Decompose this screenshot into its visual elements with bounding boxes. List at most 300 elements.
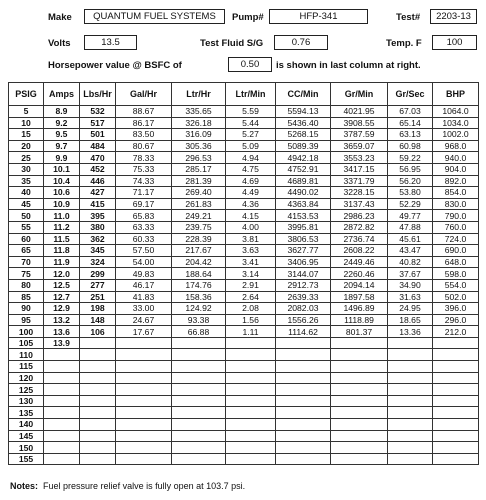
table-cell: 50	[9, 210, 44, 222]
table-cell: 239.75	[172, 221, 226, 233]
table-cell: 95	[9, 314, 44, 326]
table-cell: 261.83	[172, 198, 226, 210]
table-row	[9, 233, 479, 245]
table-cell: 1118.89	[331, 314, 388, 326]
table-cell	[388, 430, 433, 442]
table-cell: 249.21	[172, 210, 226, 222]
table-cell	[116, 407, 172, 419]
hp-suffix: is shown in last column at right.	[276, 60, 421, 71]
table-cell: 1002.0	[433, 129, 479, 141]
table-cell: 5268.15	[276, 129, 331, 141]
table-cell: 12.0	[44, 268, 80, 280]
table-cell: 20	[9, 140, 44, 152]
table-cell: 124.92	[172, 303, 226, 315]
table-cell: 316.09	[172, 129, 226, 141]
table-cell	[331, 361, 388, 373]
table-cell: 3787.59	[331, 129, 388, 141]
table-cell	[276, 453, 331, 465]
table-cell: 415	[80, 198, 116, 210]
table-cell: 532	[80, 106, 116, 118]
table-cell: 5.44	[226, 117, 276, 129]
table-cell: 43.47	[388, 245, 433, 257]
table-cell: 65.14	[388, 117, 433, 129]
flow-data-table	[8, 82, 479, 465]
make-label: Make	[48, 12, 72, 23]
table-row	[9, 152, 479, 164]
table-cell: 93.38	[172, 314, 226, 326]
table-cell: 10	[9, 117, 44, 129]
table-row	[9, 268, 479, 280]
table-cell	[80, 384, 116, 396]
fluid-label: Test Fluid S/G	[200, 38, 264, 49]
table-cell: 66.88	[172, 326, 226, 338]
table-cell	[331, 337, 388, 349]
table-cell: 269.40	[172, 187, 226, 199]
column-header: Ltr/Hr	[172, 83, 226, 106]
table-cell: 145	[9, 430, 44, 442]
table-cell: 63.13	[388, 129, 433, 141]
table-cell	[226, 361, 276, 373]
table-cell: 4.36	[226, 198, 276, 210]
table-cell	[226, 407, 276, 419]
table-cell	[433, 349, 479, 361]
table-cell: 30	[9, 163, 44, 175]
table-cell: 1496.89	[331, 303, 388, 315]
table-cell	[331, 419, 388, 431]
table-cell: 9.9	[44, 152, 80, 164]
table-cell	[172, 361, 226, 373]
table-cell: 305.36	[172, 140, 226, 152]
table-cell: 74.33	[116, 175, 172, 187]
table-cell	[172, 395, 226, 407]
table-cell: 86.17	[116, 117, 172, 129]
fluid-value: 0.76	[274, 35, 328, 50]
table-cell: 135	[9, 407, 44, 419]
table-cell: 10.1	[44, 163, 80, 175]
table-cell: 326.18	[172, 117, 226, 129]
column-header: Amps	[44, 83, 80, 106]
table-cell: 41.83	[116, 291, 172, 303]
table-cell: 1.11	[226, 326, 276, 338]
table-cell: 174.76	[172, 279, 226, 291]
table-cell	[116, 453, 172, 465]
table-cell: 56.20	[388, 175, 433, 187]
table-cell	[433, 384, 479, 396]
notes-text: Fuel pressure relief valve is fully open at 103.7 psi.	[43, 481, 246, 491]
table-cell: 13.6	[44, 326, 80, 338]
table-cell	[44, 349, 80, 361]
table-cell: 70	[9, 256, 44, 268]
table-cell: 790.0	[433, 210, 479, 222]
table-cell: 554.0	[433, 279, 479, 291]
table-row	[9, 361, 479, 373]
table-cell: 1114.62	[276, 326, 331, 338]
table-row	[9, 372, 479, 384]
column-header: Gal/Hr	[116, 83, 172, 106]
table-cell: 484	[80, 140, 116, 152]
table-cell: 75	[9, 268, 44, 280]
table-cell: 17.67	[116, 326, 172, 338]
table-cell: 3144.07	[276, 268, 331, 280]
table-cell: 4689.81	[276, 175, 331, 187]
table-cell: 45	[9, 198, 44, 210]
table-cell: 40.82	[388, 256, 433, 268]
table-cell: 217.67	[172, 245, 226, 257]
table-cell	[276, 349, 331, 361]
pump-label: Pump#	[232, 12, 264, 23]
table-cell	[172, 419, 226, 431]
table-cell: 12.7	[44, 291, 80, 303]
table-cell	[276, 384, 331, 396]
table-row	[9, 419, 479, 431]
table-cell: 12.5	[44, 279, 80, 291]
table-cell: 2449.46	[331, 256, 388, 268]
table-cell	[80, 395, 116, 407]
table-cell: 31.63	[388, 291, 433, 303]
table-cell: 3.63	[226, 245, 276, 257]
table-cell	[433, 430, 479, 442]
table-cell: 2639.33	[276, 291, 331, 303]
table-cell	[388, 384, 433, 396]
table-cell	[80, 430, 116, 442]
table-cell	[433, 442, 479, 454]
table-cell	[116, 395, 172, 407]
table-cell: 52.29	[388, 198, 433, 210]
table-cell: 18.65	[388, 314, 433, 326]
table-cell: 140	[9, 419, 44, 431]
table-cell	[433, 372, 479, 384]
table-cell: 4.94	[226, 152, 276, 164]
table-cell: 452	[80, 163, 116, 175]
table-cell: 148	[80, 314, 116, 326]
table-cell	[388, 349, 433, 361]
table-cell: 80.67	[116, 140, 172, 152]
table-cell	[276, 430, 331, 442]
column-header: PSIG	[9, 83, 44, 106]
table-cell	[433, 419, 479, 431]
table-row	[9, 303, 479, 315]
table-row	[9, 256, 479, 268]
table-cell	[388, 337, 433, 349]
table-cell: 4.49	[226, 187, 276, 199]
table-cell: 517	[80, 117, 116, 129]
table-row	[9, 129, 479, 141]
table-cell	[172, 453, 226, 465]
table-row	[9, 442, 479, 454]
table-row	[9, 117, 479, 129]
table-cell: 5436.40	[276, 117, 331, 129]
table-cell: 362	[80, 233, 116, 245]
table-row	[9, 187, 479, 199]
table-cell: 2.08	[226, 303, 276, 315]
table-cell	[388, 407, 433, 419]
table-cell	[44, 453, 80, 465]
table-cell	[226, 384, 276, 396]
table-cell: 67.03	[388, 106, 433, 118]
table-cell: 63.33	[116, 221, 172, 233]
table-cell: 13.2	[44, 314, 80, 326]
table-cell: 11.2	[44, 221, 80, 233]
temp-value: 100	[432, 35, 477, 50]
table-cell: 324	[80, 256, 116, 268]
table-row	[9, 395, 479, 407]
table-row	[9, 279, 479, 291]
notes	[10, 481, 245, 491]
table-cell: 3627.77	[276, 245, 331, 257]
bsfc-value: 0.50	[228, 57, 272, 72]
table-row	[9, 163, 479, 175]
table-row	[9, 337, 479, 349]
table-cell: 2608.22	[331, 245, 388, 257]
column-header: Gr/Sec	[388, 83, 433, 106]
table-cell: 940.0	[433, 152, 479, 164]
table-cell	[116, 361, 172, 373]
table-cell: 198	[80, 303, 116, 315]
table-cell: 110	[9, 349, 44, 361]
table-cell: 830.0	[433, 198, 479, 210]
table-cell	[433, 453, 479, 465]
table-cell: 13.36	[388, 326, 433, 338]
column-header: Lbs/Hr	[80, 83, 116, 106]
table-cell: 502.0	[433, 291, 479, 303]
table-cell	[172, 430, 226, 442]
table-cell	[388, 372, 433, 384]
table-cell: 25	[9, 152, 44, 164]
table-cell: 4.69	[226, 175, 276, 187]
table-cell: 2.64	[226, 291, 276, 303]
table-cell: 60.98	[388, 140, 433, 152]
table-cell: 90	[9, 303, 44, 315]
table-cell: 4752.91	[276, 163, 331, 175]
table-cell: 854.0	[433, 187, 479, 199]
table-cell	[331, 384, 388, 396]
table-cell: 296.0	[433, 314, 479, 326]
table-cell: 3995.81	[276, 221, 331, 233]
table-cell	[226, 349, 276, 361]
table-cell: 1034.0	[433, 117, 479, 129]
table-cell	[44, 395, 80, 407]
column-header: Gr/Min	[331, 83, 388, 106]
table-cell: 3659.07	[331, 140, 388, 152]
table-cell	[276, 419, 331, 431]
table-cell	[276, 442, 331, 454]
table-cell	[433, 337, 479, 349]
table-cell: 150	[9, 442, 44, 454]
table-cell: 501	[80, 129, 116, 141]
table-cell: 37.67	[388, 268, 433, 280]
table-cell: 11.5	[44, 233, 80, 245]
table-cell	[172, 349, 226, 361]
table-cell: 5089.39	[276, 140, 331, 152]
table-cell	[116, 430, 172, 442]
table-cell: 3806.53	[276, 233, 331, 245]
table-cell	[388, 395, 433, 407]
table-cell: 690.0	[433, 245, 479, 257]
table-cell	[226, 453, 276, 465]
table-cell	[331, 407, 388, 419]
table-cell: 4021.95	[331, 106, 388, 118]
table-cell: 5	[9, 106, 44, 118]
pump-value: HFP-341	[269, 9, 368, 24]
table-cell: 9.2	[44, 117, 80, 129]
table-cell: 9.7	[44, 140, 80, 152]
table-cell	[44, 442, 80, 454]
table-cell	[276, 407, 331, 419]
table-row	[9, 245, 479, 257]
table-cell: 3908.55	[331, 117, 388, 129]
table-cell: 83.50	[116, 129, 172, 141]
table-cell	[433, 361, 479, 373]
table-cell: 11.9	[44, 256, 80, 268]
table-cell: 380	[80, 221, 116, 233]
table-cell	[44, 372, 80, 384]
table-cell: 40	[9, 187, 44, 199]
table-cell: 10.6	[44, 187, 80, 199]
table-cell: 801.37	[331, 326, 388, 338]
table-cell	[172, 372, 226, 384]
table-cell: 65.83	[116, 210, 172, 222]
table-cell: 69.17	[116, 198, 172, 210]
table-cell: 4.75	[226, 163, 276, 175]
table-cell: 120	[9, 372, 44, 384]
table-row	[9, 221, 479, 233]
table-cell	[331, 395, 388, 407]
table-cell: 75.33	[116, 163, 172, 175]
test-label: Test#	[396, 12, 421, 23]
table-cell: 13.9	[44, 337, 80, 349]
table-cell: 4153.53	[276, 210, 331, 222]
table-cell	[80, 349, 116, 361]
table-cell: 130	[9, 395, 44, 407]
table-cell: 24.95	[388, 303, 433, 315]
table-row	[9, 140, 479, 152]
table-cell: 724.0	[433, 233, 479, 245]
table-cell: 155	[9, 453, 44, 465]
table-cell: 10.4	[44, 175, 80, 187]
table-cell: 470	[80, 152, 116, 164]
table-cell	[172, 442, 226, 454]
table-cell	[226, 430, 276, 442]
table-cell	[276, 395, 331, 407]
table-cell: 446	[80, 175, 116, 187]
table-cell: 125	[9, 384, 44, 396]
table-cell: 2872.82	[331, 221, 388, 233]
table-row	[9, 453, 479, 465]
table-cell	[44, 407, 80, 419]
table-cell: 3417.15	[331, 163, 388, 175]
table-cell: 3228.15	[331, 187, 388, 199]
table-cell	[44, 430, 80, 442]
table-cell: 65	[9, 245, 44, 257]
table-cell: 4.00	[226, 221, 276, 233]
table-cell: 2082.03	[276, 303, 331, 315]
table-cell: 4363.84	[276, 198, 331, 210]
table-cell	[116, 419, 172, 431]
table-cell: 60	[9, 233, 44, 245]
table-cell	[226, 419, 276, 431]
table-cell	[44, 384, 80, 396]
table-cell	[80, 453, 116, 465]
table-cell: 57.50	[116, 245, 172, 257]
table-cell	[44, 361, 80, 373]
volts-label: Volts	[48, 38, 71, 49]
table-cell	[116, 337, 172, 349]
table-cell	[226, 395, 276, 407]
table-cell: 46.17	[116, 279, 172, 291]
table-cell: 11.8	[44, 245, 80, 257]
table-cell: 188.64	[172, 268, 226, 280]
table-cell: 4.15	[226, 210, 276, 222]
table-cell	[433, 407, 479, 419]
table-row	[9, 291, 479, 303]
table-cell	[331, 442, 388, 454]
table-row	[9, 407, 479, 419]
make-value: QUANTUM FUEL SYSTEMS	[84, 9, 225, 24]
volts-value: 13.5	[84, 35, 137, 50]
table-cell: 5.59	[226, 106, 276, 118]
table-cell	[433, 395, 479, 407]
table-cell	[44, 419, 80, 431]
table-cell: 299	[80, 268, 116, 280]
table-cell	[388, 419, 433, 431]
table-row	[9, 106, 479, 118]
table-cell: 427	[80, 187, 116, 199]
table-cell: 345	[80, 245, 116, 257]
table-cell	[226, 442, 276, 454]
table-cell: 2094.14	[331, 279, 388, 291]
table-header-row	[9, 83, 479, 106]
table-cell: 47.88	[388, 221, 433, 233]
table-row	[9, 384, 479, 396]
table-cell: 1064.0	[433, 106, 479, 118]
table-cell: 53.80	[388, 187, 433, 199]
table-cell: 49.83	[116, 268, 172, 280]
table-cell	[388, 361, 433, 373]
table-cell	[80, 372, 116, 384]
notes-label: Notes:	[10, 481, 39, 491]
table-cell: 2986.23	[331, 210, 388, 222]
table-cell: 4942.18	[276, 152, 331, 164]
table-cell	[80, 407, 116, 419]
table-cell: 648.0	[433, 256, 479, 268]
table-cell: 45.61	[388, 233, 433, 245]
temp-label: Temp. F	[386, 38, 422, 49]
table-cell: 55	[9, 221, 44, 233]
table-cell	[276, 372, 331, 384]
table-cell: 598.0	[433, 268, 479, 280]
table-cell	[226, 372, 276, 384]
table-cell	[331, 349, 388, 361]
test-value: 2203-13	[430, 9, 477, 24]
table-cell: 1556.26	[276, 314, 331, 326]
table-cell: 285.17	[172, 163, 226, 175]
hp-label: Horsepower value @ BSFC of	[48, 60, 182, 71]
table-row	[9, 198, 479, 210]
table-cell: 24.67	[116, 314, 172, 326]
table-cell: 3.41	[226, 256, 276, 268]
table-cell: 12.9	[44, 303, 80, 315]
table-cell: 2912.73	[276, 279, 331, 291]
table-cell: 11.0	[44, 210, 80, 222]
table-cell	[331, 430, 388, 442]
table-cell: 3.81	[226, 233, 276, 245]
table-cell	[116, 442, 172, 454]
table-cell: 4490.02	[276, 187, 331, 199]
table-cell: 5594.13	[276, 106, 331, 118]
table-row	[9, 430, 479, 442]
table-cell: 1.56	[226, 314, 276, 326]
table-cell: 1897.58	[331, 291, 388, 303]
